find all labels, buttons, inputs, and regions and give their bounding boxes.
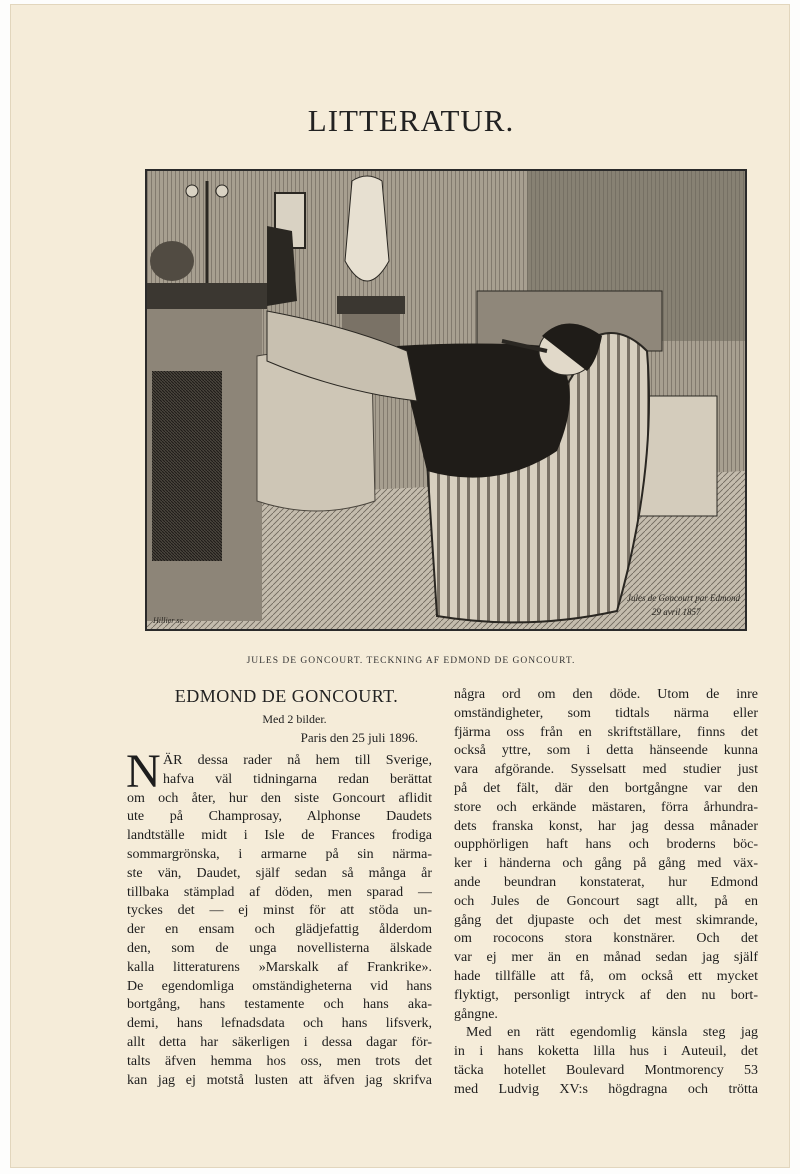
text-line: sommargrönska, i armarne på sin närma- <box>127 846 432 862</box>
text-line: gångne. <box>454 1006 498 1022</box>
article-column-right <box>454 686 758 1100</box>
article-body-left <box>126 745 432 1090</box>
illustration-signature: Jules de Goncourt par Edmond <box>627 593 740 603</box>
text-line: om och åter, hur den siste Goncourt aflidit <box>127 790 432 806</box>
text-line: med Ludvig XV:s högdragna och trötta <box>454 1081 758 1097</box>
text-line: Med en rätt egendomlig känsla steg jag <box>466 1025 758 1041</box>
text-line: hafva väl tidningarna redan berättat <box>163 771 432 787</box>
text-line: hade tillfälle att få, om också ett mycket <box>454 968 758 984</box>
text-line: dets franska konst, har jag dessa månader <box>454 818 758 834</box>
text-line: några ord om den döde. Utom de inre <box>454 687 758 702</box>
text-line: den, som de unga novellisterna älskade <box>127 940 432 956</box>
text-line: kan jag ej motstå lusten att äfven jag skrifva <box>127 1072 432 1088</box>
text-line: flyktigt, personligt intryck af den nu bort- <box>454 987 758 1003</box>
article-dateline: Paris den 25 juli 1896. <box>300 730 418 745</box>
illustration-date-mark: 29 avril 1857 <box>652 607 701 617</box>
page-title: LITTERATUR. <box>307 103 515 138</box>
text-line: tillbaka stämplad af döden, men sparad — <box>127 884 432 900</box>
article-column-left <box>127 686 432 1090</box>
goncourt-illustration <box>145 169 747 631</box>
text-line: kalla litteraturens »Marskalk af Frankrike». <box>127 959 432 975</box>
text-line: demi, hans lefnadsdata och hans lifsverk, <box>127 1016 432 1032</box>
text-line: var ej mer än en månad sedan jag själf <box>454 950 758 966</box>
text-line: ste vän, Daudet, själf sedan så många år <box>127 865 432 881</box>
text-line: landtställe midt i Isle de Frances frodiga <box>127 828 432 844</box>
text-line: vara afgörande. Sysselsatt med studier just <box>454 762 758 778</box>
drop-cap: N <box>126 745 161 798</box>
text-line: fjärma oss från en skriftställare, finns det <box>454 724 758 740</box>
text-line: oupphörligen haft hans och broderns böc- <box>454 837 758 853</box>
text-line: store och erkände mästaren, förra århundra- <box>454 799 758 815</box>
text-line: omständigheter, som tidtals närma eller <box>454 705 758 721</box>
text-line: tyckes det — ej minst för att stöda un- <box>127 903 432 919</box>
text-line: täcka hotellet Boulevard Montmorency 53 <box>454 1062 758 1078</box>
text-line: ute på Champrosay, Alphonse Daudets <box>127 809 432 825</box>
text-line: allt detta har säkerligen i dessa dagar för- <box>127 1034 432 1050</box>
text-line: på det fält, där den bortgångne var den <box>454 780 758 796</box>
text-line: om rococons stora konstnärer. Och det <box>454 931 758 947</box>
text-line: De egendomliga omständigheterna vid hans <box>127 978 432 994</box>
text-line: der en ensam och glädjefattig ålderdom <box>127 922 432 938</box>
text-line: bortgång, hans testamente och hans aka- <box>127 997 432 1013</box>
illustration-caption: JULES DE GONCOURT. TECKNING AF EDMOND DE GONCOURT. <box>246 656 576 666</box>
text-line: talts äfven hemma hos oss, men trots det <box>127 1053 432 1069</box>
text-line: också yttre, som i detta hänseende kunna <box>454 743 758 759</box>
text-line: in i hans koketta lilla hus i Auteuil, det <box>454 1044 758 1060</box>
text-line: ande beundran konstaterat, hur Edmond <box>454 874 758 890</box>
article-subtitle: Med 2 bilder. <box>262 712 327 726</box>
text-line: ÄR dessa rader nå hem till Sverige, <box>163 753 432 768</box>
article-title: EDMOND DE GONCOURT. <box>174 686 399 706</box>
text-line: ker i händerna och gång på gång med väx- <box>454 856 758 872</box>
text-line: och Jules de Goncourt sagt allt, på en <box>454 893 758 909</box>
text-line: gång det djupaste och det mest skimrande, <box>454 912 758 928</box>
illustration-artist-mark: Hillier sc. <box>153 616 185 625</box>
